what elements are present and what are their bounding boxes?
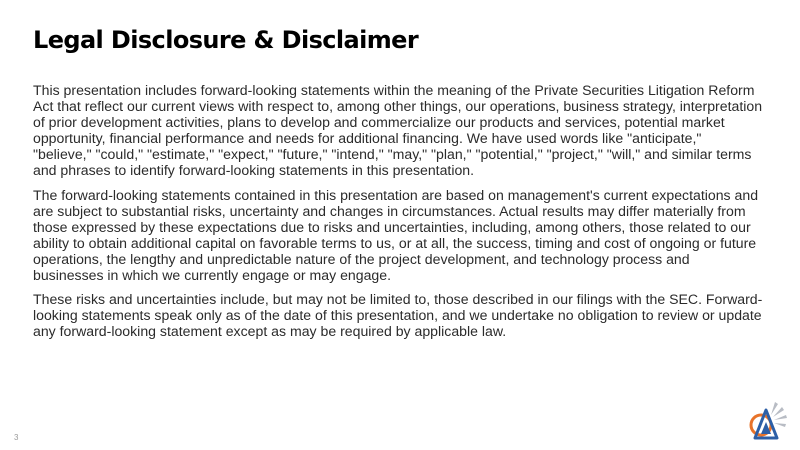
- page-number: 3: [14, 433, 19, 442]
- logo-gray-rays: [771, 402, 787, 427]
- paragraph-expectations: The forward-looking statements contained in this presentation are based on management's current expectations and are subject to substantial risks, uncertainty and changes in circumstances. Actual results may differ materially from those expressed by these expectations due to risks and uncertainties, including, among others, those related to our ability to obtain additional capital on favorable terms to us, or at all, the success, timing and cost of ongoing or future operations, the lengthy and unpredictable nature of the project development, and technology process and businesses in which we currently engage or may engage.: [33, 186, 759, 284]
- company-logo-icon: [744, 398, 788, 442]
- paragraph-risks: These risks and uncertainties include, but may not be limited to, those described in our filings with the SEC. Forward-looking statements speak only as of the date of this presentation, and we undertake no obligation to review or update any forward-looking statement except as may be required by applicable law.: [33, 291, 763, 340]
- disclaimer-body: [33, 82, 763, 347]
- slide-title: Legal Disclosure & Disclaimer: [33, 26, 419, 54]
- paragraph-forward-looking: This presentation includes forward-looking statements within the meaning of the Private Securities Litigation Reform Act that reflect our current views with respect to, among other things, our operations, business strategy, interpretation of prior development activities, plans to develop and commercialize our products and services, potential market opportunity, financial performance and needs for additional financing. We have used words like "anticipate," "believe," "could," "estimate," "expect," "future," "intend," "may," "plan," "potential," "project," "will," and similar terms and phrases to identify forward-looking statements in this presentation.: [33, 82, 763, 179]
